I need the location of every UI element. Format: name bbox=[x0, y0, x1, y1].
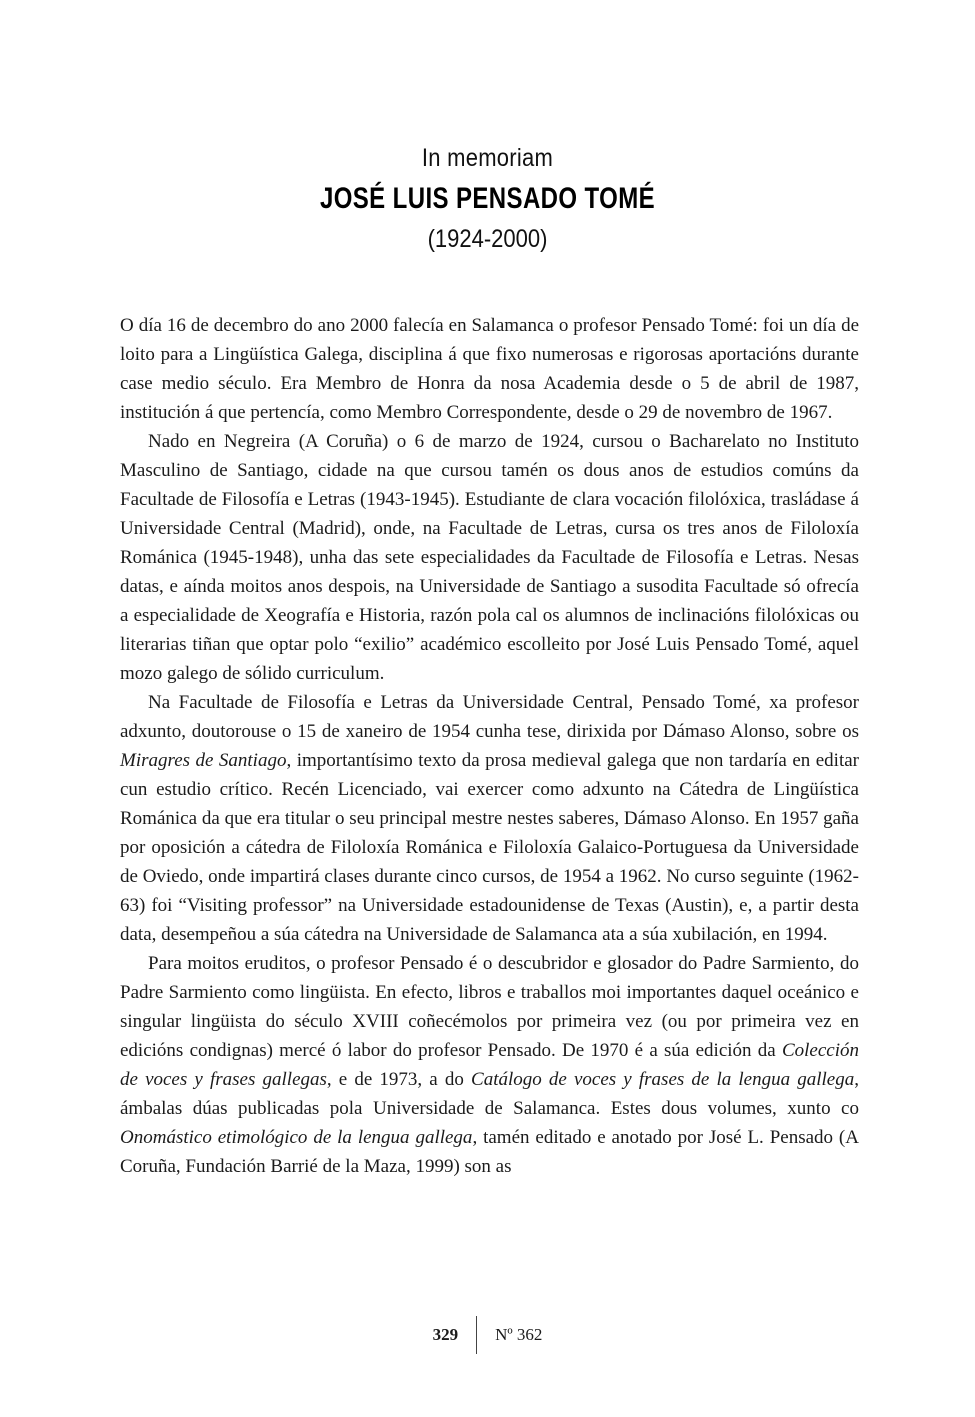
text-run: , e de 1973, a do bbox=[326, 1069, 472, 1090]
life-years: (1924-2000) bbox=[427, 225, 548, 253]
paragraph bbox=[120, 949, 859, 1181]
page-footer bbox=[0, 1316, 975, 1354]
text-run: , importantísimo texto da prosa medieval galega que non tardaría en editar cun estudio crítico. Recén Licenciado, vai exercer como adxunto na Cátedra de Lingüística Románica da que era titular o seu principal mestre nestes saberes, Dámaso Alonso. En 1957 gaña por oposición a cátedra de Filoloxía Románica e Filoloxía Galaico-Portuguesa da Universidade de Oviedo, onde impartirá clases durante cinco cursos, de 1954 a 1962. No curso seguinte (1962-63) foi “Visiting professor” na Universidade estadounidense de Texas (Austin), e, a partir desta data, desempeñou a súa cátedra na Universidade de Salamanca ata a súa xubilación, en 1994. bbox=[120, 750, 859, 945]
paragraph bbox=[120, 688, 859, 949]
text-run: O día 16 de decembro do ano 2000 falecía en Salamanca o profesor Pensado Tomé: foi un día de loito para a Lingüística Galega, disciplina á que fixo numerosas e rigorosas aportacións durante case medio século. Era Membro de Honra da nosa Academia desde o 5 de abril de 1987, institución á que pertencía, como Membro Correspondente, desde o 29 de novembro de 1967. bbox=[120, 315, 859, 423]
paragraph bbox=[120, 311, 859, 427]
text-run: , tamén editado e anotado por José L. Pensado (A Coruña, Fundación Barrié de la Maza, 1999) son as bbox=[120, 1127, 859, 1177]
italic-text-run: Miragres de Santiago bbox=[120, 750, 287, 771]
page-title: JOSÉ LUIS PENSADO TOMÉ bbox=[319, 182, 656, 215]
issue-number: Nº 362 bbox=[495, 1325, 543, 1344]
text-run: Nado en Negreira (A Coruña) o 6 de marzo de 1924, cursou o Bacharelato no Instituto Masculino de Santiago, cidade na que cursou tamén os dous anos de estudios comúns da Facultade de Filosofía e Letras (1943-1945). Estudiante de clara vocación filolóxica, trasládase á Universidade Central (Madrid), onde, na Facultade de Letras, cursa os tres anos de Filoloxía Románica (1945-1948), unha das sete especialidades da Facultade de Filosofía e Letras. Nesas datas, e aínda moitos anos despois, na Universidade de Santiago a susodita Facultade só ofrecía a especialidade de Xeografía e Historia, razón pola cal os alumnos de inclinacións filolóxicas ou literarias tiñan que optar polo “exilio” académico escolleito por José Luis Pensado Tomé, aquel mozo galego de sólido curriculum. bbox=[120, 431, 859, 684]
memoriam-heading: In memoriam bbox=[421, 144, 554, 172]
text-run: Para moitos eruditos, o profesor Pensado é o descubridor e glosador do Padre Sarmiento, do Padre Sarmiento como lingüista. En efecto, libros e traballos moi importantes daquel oceánico e singular lingüista do século XVIII coñecémolos por primeira vez (ou por primeira vez en edicións condignas) mercé ó labor do profesor Pensado. De 1970 é a súa edición da bbox=[120, 953, 859, 1061]
footer-divider bbox=[476, 1316, 477, 1354]
page-number: 329 bbox=[432, 1325, 459, 1344]
text-run: , ámbalas dúas publicadas pola Universidade de Salamanca. Estes dous volumes, xunto co bbox=[120, 1069, 859, 1119]
italic-text-run: Catálogo de voces y frases de la lengua gallega bbox=[471, 1069, 855, 1090]
italic-text-run: Colección de voces y frases gallegas bbox=[120, 1040, 859, 1090]
paragraph bbox=[120, 427, 859, 688]
body-text bbox=[120, 311, 859, 1181]
title-block bbox=[0, 144, 975, 254]
italic-text-run: Onomástico etimológico de la lengua gallega bbox=[120, 1127, 473, 1148]
text-run: Na Facultade de Filosofía e Letras da Universidade Central, Pensado Tomé, xa profesor adxunto, doutorouse o 15 de xaneiro de 1954 cunha tese, dirixida por Dámaso Alonso, sobre os bbox=[120, 692, 859, 742]
